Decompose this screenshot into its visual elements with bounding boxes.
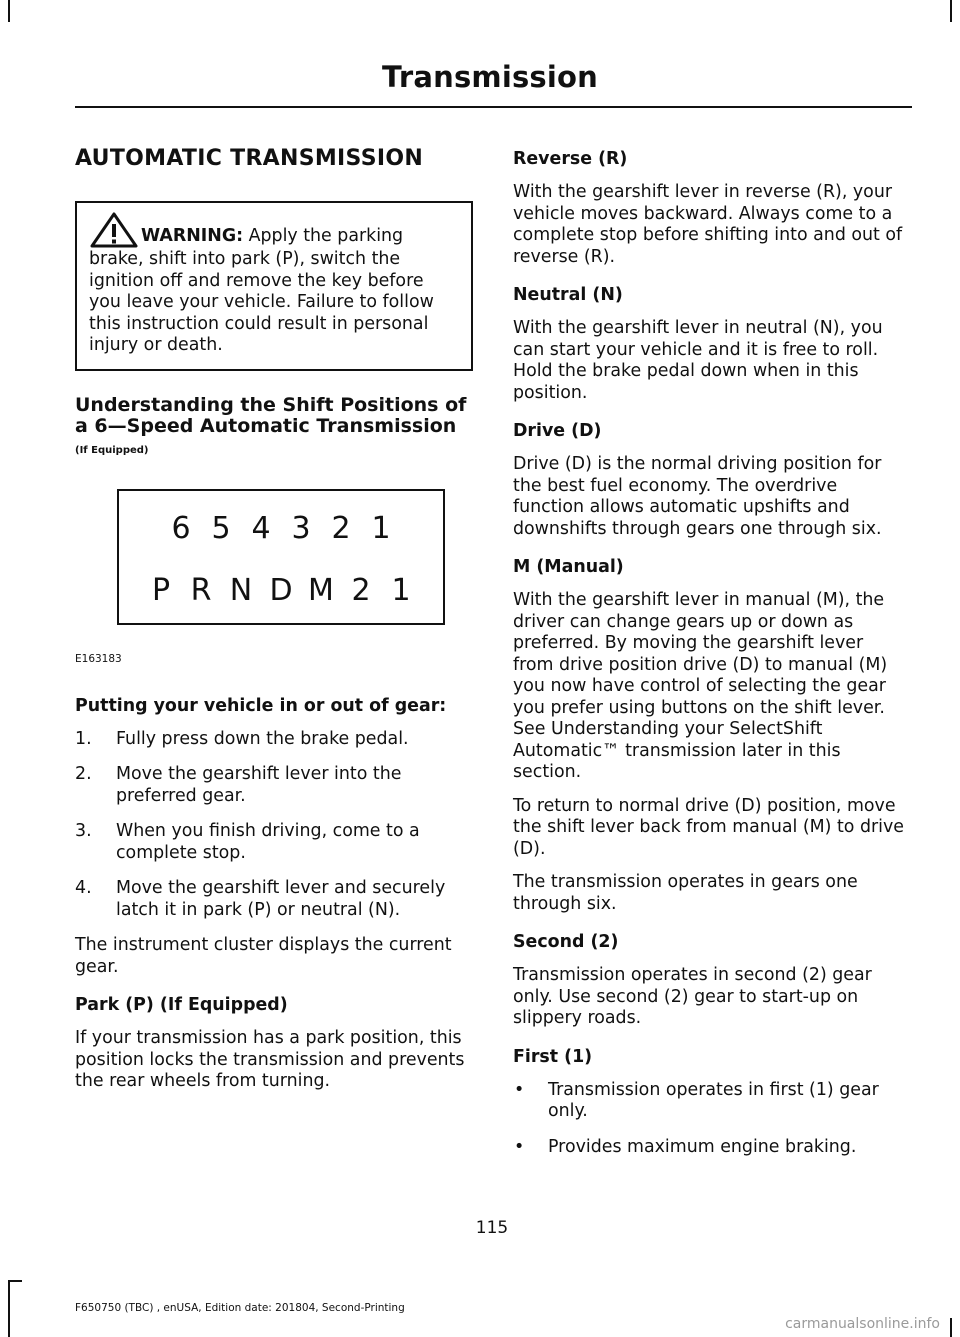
first-heading: First (1)	[513, 1046, 593, 1067]
neutral-heading: Neutral (N)	[513, 285, 623, 305]
step-number: 1.	[75, 728, 92, 749]
step-number: 2.	[75, 764, 92, 784]
page-header-title: Transmission	[382, 60, 598, 94]
step-text: Fully press down the brake pedal.	[116, 728, 409, 749]
gear-number: 1	[371, 510, 391, 546]
step-text: Move the gearshift lever and securely latch it in park (P) or neutral (N).	[116, 878, 446, 920]
first-bullets	[513, 1080, 909, 1159]
shift-position: P	[151, 572, 171, 608]
manual-paragraph: With the gearshift lever in manual (M), the driver can change gears up or down as preferred. By moving the gearshift lever from drive position drive (D) to manual (M) you now have control of selecting the gear you prefer using buttons on the shift lever. See Understanding your SelectShift Automatic™ transmission later in this section.	[513, 590, 888, 782]
crop-mark	[950, 1318, 952, 1337]
list-item	[75, 764, 473, 807]
second-paragraph: Transmission operates in second (2) gear only. Use second (2) gear to start-up on slippery roads.	[513, 965, 872, 1028]
list-item	[75, 821, 473, 864]
shift-position-row	[119, 573, 443, 608]
drive-heading: Drive (D)	[513, 421, 602, 441]
subsection-heading-note: (If Equipped)	[75, 444, 149, 456]
list-item	[513, 1080, 909, 1123]
footer-edition: F650750 (TBC) , enUSA, Edition date: 201804, Second-Printing	[75, 1302, 405, 1314]
gears-paragraph: The transmission operates in gears one through six.	[513, 872, 858, 914]
warning-label: WARNING:	[141, 226, 244, 246]
step-text: When you finish driving, come to a complete stop.	[116, 821, 420, 863]
header-divider	[75, 106, 912, 108]
gear-number: 4	[251, 510, 271, 546]
warning-triangle-icon	[89, 211, 139, 249]
shift-position: R	[190, 572, 212, 608]
step-number: 3.	[75, 821, 92, 841]
reverse-heading: Reverse (R)	[513, 149, 628, 169]
shift-indicator-figure	[75, 489, 473, 695]
drive-paragraph: Drive (D) is the normal driving position for the best fuel economy. The overdrive function allows automatic upshifts and downshifts through gears one through six.	[513, 454, 882, 539]
gear-number: 3	[291, 510, 311, 546]
cluster-paragraph: The instrument cluster displays the current gear.	[75, 935, 452, 977]
crop-mark	[8, 1280, 22, 1282]
page-number: 115	[475, 1218, 509, 1238]
step-text: Move the gearshift lever into the preferred gear.	[116, 764, 402, 806]
shift-position: M	[308, 572, 334, 608]
gear-number: 6	[171, 510, 191, 546]
bullet-text: Transmission operates in first (1) gear only.	[548, 1079, 879, 1121]
shift-position: D	[269, 572, 293, 608]
steps-heading: Putting your vehicle in or out of gear:	[75, 695, 447, 716]
figure-id: E163183	[75, 652, 122, 665]
shift-position: 2	[351, 572, 371, 608]
second-heading: Second (2)	[513, 932, 619, 952]
right-column	[513, 140, 909, 1172]
steps-list	[75, 729, 473, 922]
park-paragraph: If your transmission has a park position, this position locks the transmission and prevents the rear wheels from turning.	[75, 1028, 465, 1091]
bullet-text: Provides maximum engine braking.	[548, 1136, 857, 1157]
step-number: 4.	[75, 878, 92, 898]
bullet-icon: •	[514, 1136, 525, 1157]
warning-text: Apply the parking brake, shift into park (P), switch the ignition off and remove the key before you leave your vehicle. Failure to follow this instruction could result in personal injury or death.	[89, 226, 434, 355]
gear-number: 5	[211, 510, 231, 546]
neutral-paragraph: With the gearshift lever in neutral (N), you can start your vehicle and it is free to roll. Hold the brake pedal down when in this position.	[513, 318, 883, 403]
list-item	[513, 1137, 909, 1159]
reverse-paragraph: With the gearshift lever in reverse (R), your vehicle moves backward. Always come to a complete stop before shifting into and out of reverse (R).	[513, 182, 903, 267]
warning-box	[75, 201, 473, 371]
park-heading: Park (P) (If Equipped)	[75, 995, 288, 1015]
gear-number: 2	[331, 510, 351, 546]
crop-mark	[8, 0, 10, 22]
return-paragraph: To return to normal drive (D) position, move the shift lever back from manual (M) to drive (D).	[513, 795, 904, 859]
shift-position-display	[117, 489, 445, 625]
list-item	[75, 729, 473, 751]
left-column	[75, 140, 473, 1093]
list-item	[75, 878, 473, 921]
bullet-icon: •	[514, 1079, 525, 1100]
shift-position: N	[229, 572, 253, 608]
gear-number-row	[119, 511, 443, 546]
crop-mark	[8, 1280, 10, 1337]
crop-mark	[950, 0, 952, 22]
shift-position: 1	[391, 572, 411, 608]
subsection-heading	[75, 395, 473, 461]
section-heading: AUTOMATIC TRANSMISSION	[75, 146, 424, 171]
watermark[interactable]: carmanualsonline.info	[785, 1316, 940, 1332]
subsection-heading-text: Understanding the Shift Positions of a 6—Speed Automatic Transmission	[75, 393, 467, 437]
manual-heading: M (Manual)	[513, 557, 624, 577]
